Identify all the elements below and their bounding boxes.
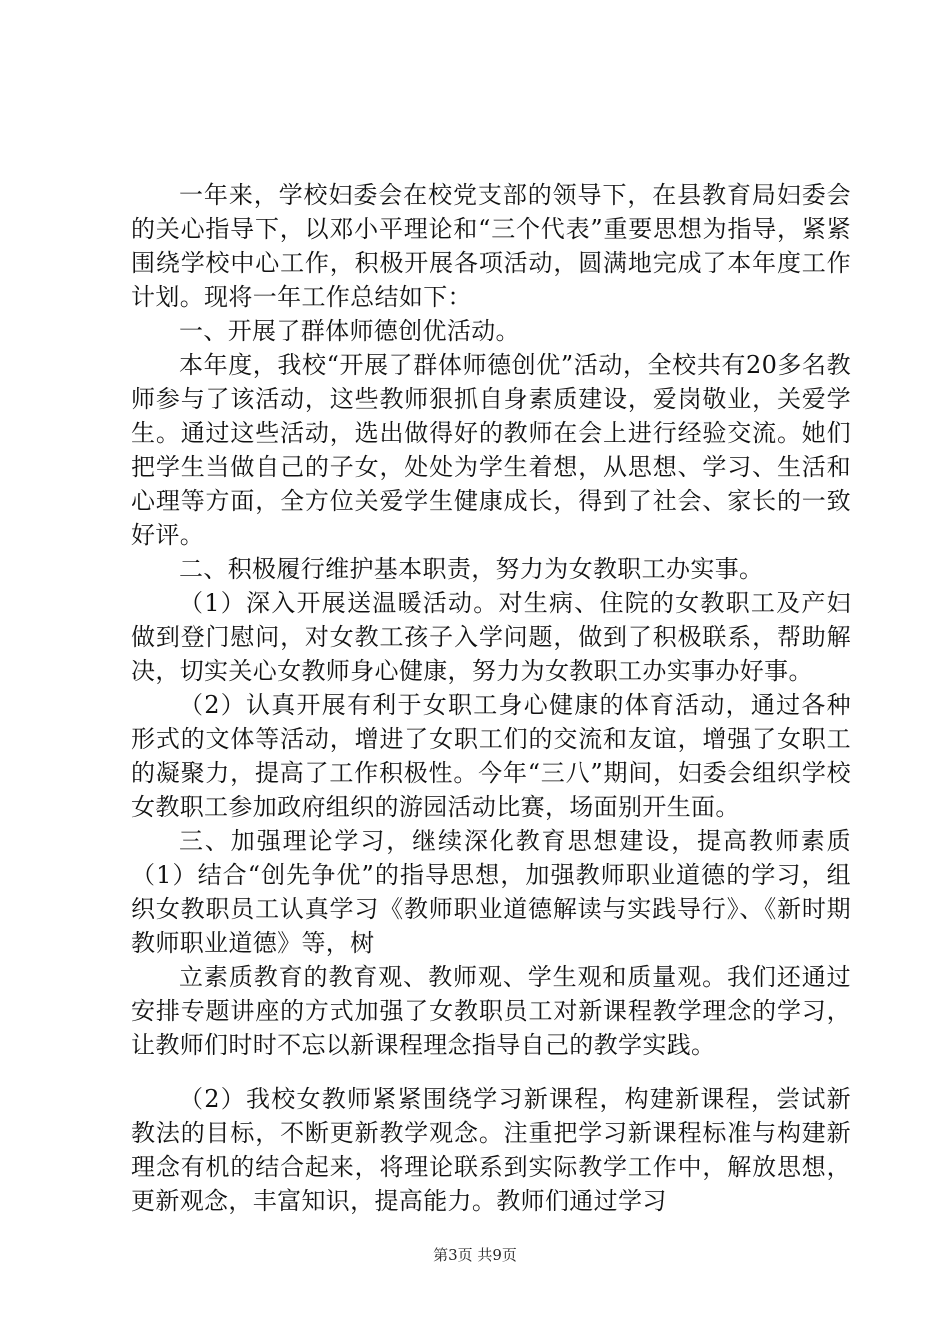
document-body: [131, 178, 851, 1218]
paragraph-section-2-item-2: （2）认真开展有利于女职工身心健康的体育活动，通过各种形式的文体等活动，增进了女职工们的交流和友谊，增强了女职工的凝聚力，提高了工作积极性。今年“三八”期间，妇委会组织学校女教职工参加政府组织的游园活动比赛，场面别开生面。: [131, 691, 851, 821]
paragraph-intro: 一年来，学校妇委会在校党支部的领导下，在县教育局妇委会的关心指导下，以邓小平理论和“三个代表”重要思想为指导，紧紧围绕学校中心工作，积极开展各项活动，圆满地完成了本年度工作计划。现将一年工作总结如下：: [131, 181, 851, 311]
paragraph-section-2-item-1: （1）深入开展送温暖活动。对生病、住院的女教职工及产妇做到登门慰问，对女教工孩子入学问题，做到了积极联系，帮助解决，切实关心女教师身心健康，努力为女教职工办实事办好事。: [131, 589, 851, 685]
paragraph-section-3-item-2: （2）我校女教师紧紧围绕学习新课程，构建新课程，尝试新教法的目标，不断更新教学观念。注重把学习新课程标准与构建新理念有机的结合起来，将理论联系到实际教学工作中，解放思想，更新观念，丰富知识，提高能力。教师们通过学习: [131, 1085, 851, 1215]
page-footer: [0, 1244, 950, 1265]
heading-section-2: 二、积极履行维护基本职责，努力为女教职工办实事。: [179, 555, 764, 583]
paragraph-section-3-item-1: 三、加强理论学习，继续深化教育思想建设，提高教师素质（1）结合“创先争优”的指导思想，加强教师职业道德的学习，组织女教职员工认真学习《教师职业道德解读与实践导行》、《新时期教师职业道德》等，树: [131, 827, 851, 957]
paragraph-section-1: 本年度，我校“开展了群体师德创优”活动，全校共有20多名教师参与了该活动，这些教师狠抓自身素质建设，爱岗敬业，关爱学生。通过这些活动，选出做得好的教师在会上进行经验交流。她们把学生当做自己的子女，处处为学生着想，从思想、学习、生活和心理等方面，全方位关爱学生健康成长，得到了社会、家长的一致好评。: [131, 351, 851, 549]
heading-section-1: 一、开展了群体师德创优活动。: [179, 317, 520, 345]
paragraph-section-3-continuation: 立素质教育的教育观、教师观、学生观和质量观。我们还通过安排专题讲座的方式加强了女教职员工对新课程教学理念的学习，让教师们时时不忘以新课程理念指导自己的教学实践。: [131, 963, 851, 1059]
page-number-label: 第3页 共9页: [433, 1246, 517, 1264]
